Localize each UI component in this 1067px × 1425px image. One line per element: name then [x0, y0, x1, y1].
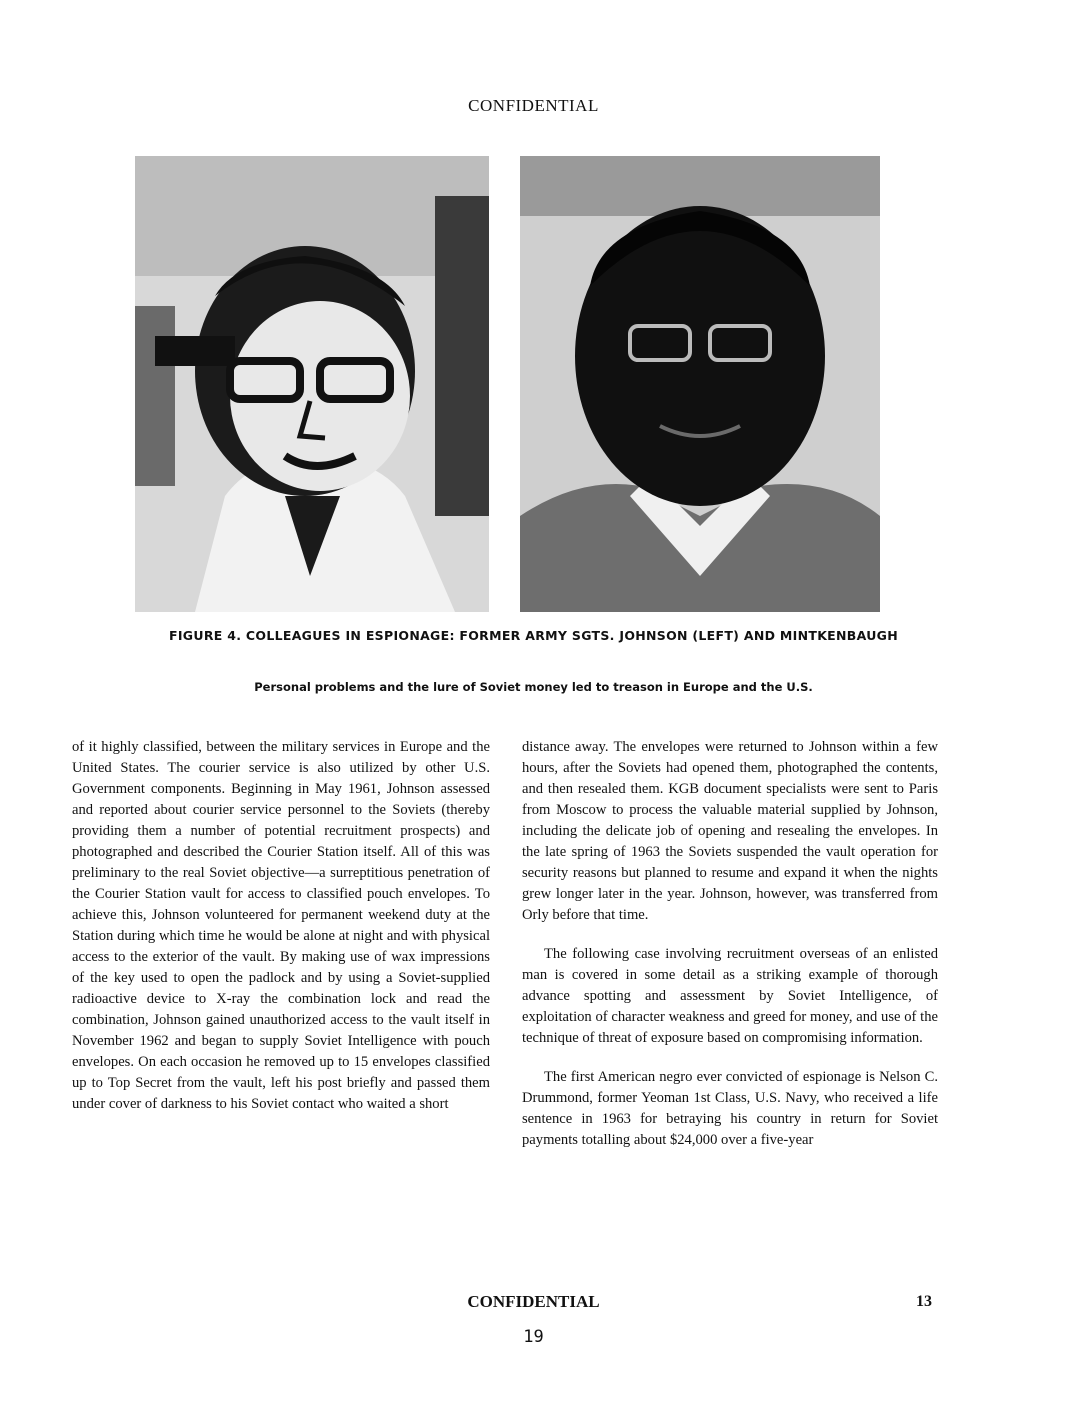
paragraph: distance away. The envelopes were returned to Johnson within a few hours, after the Soviets had opened them, photographed the contents, and then resealed them. KGB document specialists were sent to Paris from Moscow to process the valuable material supplied by Johnson, including the delicate job of opening and resealing the envelopes. In the late spring of 1963 the Soviets suspended the vault operation for security reasons but planned to resume and expand it when the nights grew longer later in the year. Johnson, however, was transferred from Orly before that time. [522, 739, 938, 923]
footer-classification: CONFIDENTIAL [467, 1292, 600, 1311]
body-column-left [72, 737, 490, 1133]
header-classification: CONFIDENTIAL [468, 96, 599, 115]
body-column-right [522, 737, 938, 1169]
portrait-left-image [135, 156, 489, 612]
paragraph: of it highly classified, between the military services in Europe and the United States. The courier service is also utilized by other U.S. Government components. Beginning in May 1961, Johnson assessed and reported about courier service personnel to the Soviets (thereby providing them a number of potential recruitment prospects) and photographed and described the Courier Station itself. All of this was preliminary to the real Soviet objective—a surreptitious penetration of the Courier Station vault for access to classified pouch envelopes. To achieve this, Johnson volunteered for permanent weekend duty at the Station during which time he would be alone at night and with physical access to the exterior of the vault. By making use of wax impressions of the key used to open the padlock and by using a Soviet-supplied radioactive device to X-ray the combination lock and read the combination, Johnson gained unauthorized access to the vault itself in November 1962 and began to supply Soviet Intelligence with pouch envelopes. On each occasion he removed up to 15 envelopes classified up to Top Secret from the vault, left his post briefly and passed them under cover of darkness to his Soviet contact who waited a short [72, 739, 490, 1112]
photo-mintkenbaugh [520, 156, 880, 612]
paragraph: The following case involving recruitment overseas of an enlisted man is covered in some detail as a striking example of thorough advance spotting and assessment by Soviet Intelligence, of exploitation of character weakness and greed for money, and use of the technique of threat of exposure based on compromising information. [522, 946, 938, 1046]
paragraph: The first American negro ever convicted of espionage is Nelson C. Drummond, former Yeoman 1st Class, U.S. Navy, who received a life sentence in 1963 for betraying his country in return for Soviet payments totalling about $24,000 over a five-year [522, 1069, 938, 1148]
figure-caption-subtitle: Personal problems and the lure of Soviet money led to treason in Europe and the U.S. [254, 680, 813, 694]
figure-caption-title: FIGURE 4. COLLEAGUES IN ESPIONAGE: FORMER ARMY SGTS. JOHNSON (LEFT) AND MINTKENBAUGH [169, 628, 898, 643]
photo-johnson [135, 156, 489, 612]
page-number: 13 [916, 1293, 932, 1310]
portrait-right-image [520, 156, 880, 612]
sheet-number: 19 [523, 1327, 544, 1347]
